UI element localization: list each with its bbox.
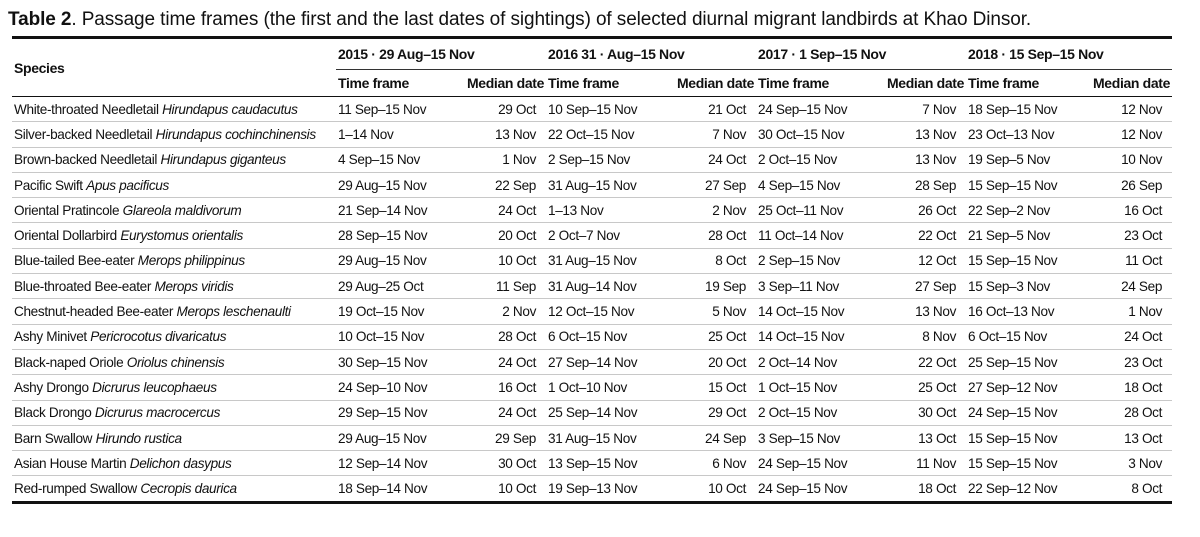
median-date-cell: 22 Oct [918, 354, 957, 370]
time-frame-cell: 29 Aug–15 Nov [338, 177, 427, 193]
median-date-cell: 24 Sep [1121, 278, 1163, 294]
median-date-cell: 24 Oct [498, 405, 537, 421]
species-cell [12, 425, 336, 450]
common-name: Black-naped Oriole [14, 354, 124, 370]
time-frame-cell: 28 Sep–15 Nov [338, 228, 428, 244]
median-date-cell: 22 Oct [918, 228, 957, 244]
time-frame-cell: 31 Aug–15 Nov [548, 253, 637, 269]
table-row [12, 425, 1172, 450]
time-frame-cell: 25 Sep–15 Nov [968, 354, 1058, 370]
common-name: Barn Swallow [14, 430, 93, 446]
median-date-cell: 7 Nov [712, 126, 747, 142]
table-row [12, 248, 1172, 273]
median-date-cell: 21 Oct [708, 101, 747, 117]
table-row [12, 375, 1172, 400]
scientific-name: Eurystomus orientalis [120, 228, 243, 244]
time-frame-cell: 22 Sep–12 Nov [968, 481, 1058, 497]
time-frame-cell: 10 Sep–15 Nov [548, 101, 638, 117]
time-frame-cell: 15 Sep–15 Nov [968, 430, 1058, 446]
time-frame-cell: 29 Aug–15 Nov [338, 430, 427, 446]
median-date-cell: 24 Oct [1124, 329, 1163, 345]
time-frame-cell: 16 Oct–13 Nov [968, 304, 1055, 320]
median-date-cell: 1 Nov [502, 152, 537, 168]
species-cell [12, 400, 336, 425]
time-frame-cell: 15 Sep–3 Nov [968, 278, 1051, 294]
median-date-cell: 26 Oct [918, 202, 957, 218]
time-frame-cell: 2 Oct–15 Nov [758, 405, 837, 421]
time-frame-cell: 24 Sep–15 Nov [758, 455, 848, 471]
table-row [12, 147, 1172, 172]
median-date-cell: 23 Oct [1124, 228, 1163, 244]
time-frame-cell: 6 Oct–15 Nov [548, 329, 627, 345]
year-header-2015: 2015 · 29 Aug–15 Nov [336, 38, 546, 70]
time-frame-cell: 4 Sep–15 Nov [758, 177, 840, 193]
median-date-cell: 16 Oct [498, 379, 537, 395]
median-date-cell: 2 Nov [712, 202, 747, 218]
table-row [12, 97, 1172, 122]
median-date-cell: 8 Oct [715, 253, 747, 269]
median-date-cell: 10 Nov [1121, 152, 1163, 168]
time-frame-cell: 13 Sep–15 Nov [548, 455, 638, 471]
table-caption [8, 8, 1192, 36]
time-frame-cell: 29 Aug–15 Nov [338, 253, 427, 269]
median-date-cell: 28 Oct [1124, 405, 1163, 421]
median-date-cell: 27 Sep [705, 177, 747, 193]
common-name: Oriental Dollarbird [14, 228, 117, 244]
time-frame-cell: 24 Sep–15 Nov [758, 481, 848, 497]
time-frame-cell: 2 Sep–15 Nov [548, 152, 630, 168]
median-date-cell: 28 Oct [498, 329, 537, 345]
time-frame-cell: 3 Sep–11 Nov [758, 278, 839, 294]
scientific-name: Merops leschenaulti [176, 304, 291, 320]
common-name: Blue-throated Bee-eater [14, 278, 152, 294]
median-date-header: Median date [656, 70, 756, 97]
scientific-name: Pericrocotus divaricatus [90, 329, 227, 345]
time-frame-cell: 30 Sep–15 Nov [338, 354, 428, 370]
time-frame-cell: 31 Aug–15 Nov [548, 430, 637, 446]
time-frame-cell: 22 Sep–2 Nov [968, 202, 1051, 218]
median-date-cell: 1 Nov [1128, 304, 1163, 320]
time-frame-cell: 1–14 Nov [338, 126, 394, 142]
time-frame-cell: 22 Oct–15 Nov [548, 126, 635, 142]
species-cell [12, 451, 336, 476]
median-date-cell: 11 Sep [496, 278, 537, 294]
species-cell [12, 299, 336, 324]
median-date-cell: 24 Sep [705, 430, 747, 446]
median-date-cell: 16 Oct [1124, 202, 1163, 218]
median-date-cell: 10 Oct [708, 481, 747, 497]
time-frame-cell: 23 Oct–13 Nov [968, 126, 1055, 142]
median-date-cell: 12 Nov [1121, 101, 1163, 117]
median-date-cell: 13 Oct [1124, 430, 1163, 446]
table-row [12, 172, 1172, 197]
species-cell [12, 122, 336, 147]
time-frame-cell: 11 Oct–14 Nov [758, 228, 844, 244]
time-frame-cell: 14 Oct–15 Nov [758, 329, 845, 345]
median-date-cell: 30 Oct [918, 405, 957, 421]
median-date-cell: 3 Nov [1128, 455, 1163, 471]
median-date-cell: 27 Sep [915, 278, 957, 294]
table-row [12, 274, 1172, 299]
scientific-name: Dicrurus leucophaeus [92, 379, 217, 395]
median-date-cell: 12 Nov [1121, 126, 1163, 142]
year-header-2018: 2018 · 15 Sep–15 Nov [966, 38, 1172, 70]
median-date-cell: 28 Sep [915, 177, 957, 193]
median-date-cell: 18 Oct [1124, 379, 1163, 395]
time-frame-cell: 15 Sep–15 Nov [968, 253, 1058, 269]
species-cell [12, 172, 336, 197]
species-header: Species [12, 38, 336, 97]
table-row [12, 223, 1172, 248]
species-cell [12, 375, 336, 400]
median-date-header: Median date [446, 70, 546, 97]
time-frame-cell: 1 Oct–15 Nov [758, 379, 837, 395]
scientific-name: Apus pacificus [86, 177, 169, 193]
scientific-name: Merops philippinus [137, 253, 245, 269]
median-date-header: Median date [866, 70, 966, 97]
time-frame-cell: 21 Sep–5 Nov [968, 228, 1051, 244]
median-date-cell: 11 Nov [916, 455, 957, 471]
time-frame-cell: 18 Sep–14 Nov [338, 481, 428, 497]
time-frame-cell: 15 Sep–15 Nov [968, 177, 1058, 193]
scientific-name: Hirundapus caudacutus [162, 101, 298, 117]
scientific-name: Merops viridis [154, 278, 234, 294]
time-frame-cell: 30 Oct–15 Nov [758, 126, 845, 142]
median-date-cell: 6 Nov [712, 455, 747, 471]
time-frame-cell: 3 Sep–15 Nov [758, 430, 840, 446]
median-date-cell: 15 Oct [708, 379, 747, 395]
median-date-cell: 2 Nov [502, 304, 537, 320]
species-cell [12, 248, 336, 273]
species-cell [12, 97, 336, 122]
species-cell [12, 274, 336, 299]
time-frame-cell: 31 Aug–15 Nov [548, 177, 637, 193]
median-date-cell: 8 Oct [1131, 481, 1163, 497]
time-frame-header: Time frame [756, 70, 866, 97]
common-name: Brown-backed Needletail [14, 152, 158, 168]
median-date-cell: 29 Oct [708, 405, 747, 421]
common-name: White-throated Needletail [14, 101, 159, 117]
common-name: Pacific Swift [14, 177, 83, 193]
time-frame-cell: 29 Aug–25 Oct [338, 278, 424, 294]
median-date-cell: 23 Oct [1124, 354, 1163, 370]
page [8, 8, 1192, 504]
common-name: Asian House Martin [14, 455, 130, 471]
species-cell [12, 147, 336, 172]
time-frame-cell: 2 Oct–14 Nov [758, 354, 837, 370]
median-date-cell: 29 Sep [495, 430, 537, 446]
time-frame-header: Time frame [336, 70, 446, 97]
time-frame-cell: 10 Oct–15 Nov [338, 329, 425, 345]
year-header-2016: 2016 31 · Aug–15 Nov [546, 38, 756, 70]
table-row [12, 349, 1172, 374]
species-cell [12, 349, 336, 374]
time-frame-cell: 1 Oct–10 Nov [548, 379, 627, 395]
time-frame-cell: 4 Sep–15 Nov [338, 152, 420, 168]
scientific-name: Dicrurus macrocercus [94, 405, 221, 421]
passage-table [12, 36, 1172, 504]
time-frame-cell: 27 Sep–12 Nov [968, 379, 1058, 395]
time-frame-cell: 2 Oct–7 Nov [548, 228, 620, 244]
time-frame-cell: 19 Sep–13 Nov [548, 481, 638, 497]
median-date-cell: 28 Oct [708, 228, 747, 244]
median-date-cell: 24 Oct [708, 152, 747, 168]
common-name: Blue-tailed Bee-eater [14, 253, 135, 269]
median-date-cell: 13 Oct [918, 430, 957, 446]
common-name: Chestnut-headed Bee-eater [14, 304, 174, 320]
median-date-cell: 20 Oct [498, 228, 537, 244]
common-name: Oriental Pratincole [14, 202, 120, 218]
species-cell [12, 324, 336, 349]
median-date-cell: 13 Nov [915, 304, 957, 320]
common-name: Silver-backed Needletail [14, 126, 153, 142]
median-date-cell: 7 Nov [922, 101, 957, 117]
time-frame-header: Time frame [546, 70, 656, 97]
table-body [12, 97, 1172, 503]
median-date-cell: 8 Nov [922, 329, 957, 345]
median-date-cell: 18 Oct [918, 481, 957, 497]
median-date-cell: 11 Oct [1125, 253, 1163, 269]
species-cell [12, 223, 336, 248]
table-label: Table 2 [8, 9, 72, 30]
table-header [12, 38, 1172, 97]
scientific-name: Cecropis daurica [140, 481, 237, 497]
common-name: Red-rumped Swallow [14, 481, 137, 497]
time-frame-cell: 19 Sep–5 Nov [968, 152, 1051, 168]
median-date-cell: 5 Nov [712, 304, 747, 320]
time-frame-cell: 24 Sep–10 Nov [338, 379, 428, 395]
time-frame-cell: 31 Aug–14 Nov [548, 278, 637, 294]
median-date-cell: 12 Oct [918, 253, 957, 269]
species-cell [12, 476, 336, 502]
time-frame-cell: 21 Sep–14 Nov [338, 202, 428, 218]
median-date-cell: 25 Oct [708, 329, 747, 345]
time-frame-cell: 6 Oct–15 Nov [968, 329, 1047, 345]
median-date-cell: 29 Oct [498, 101, 537, 117]
time-frame-cell: 19 Oct–15 Nov [338, 304, 425, 320]
time-frame-cell: 15 Sep–15 Nov [968, 455, 1058, 471]
time-frame-cell: 24 Sep–15 Nov [968, 405, 1058, 421]
time-frame-cell: 29 Sep–15 Nov [338, 405, 428, 421]
common-name: Ashy Drongo [14, 379, 89, 395]
scientific-name: Delichon dasypus [129, 455, 232, 471]
species-cell [12, 198, 336, 223]
table-row [12, 299, 1172, 324]
time-frame-cell: 25 Oct–11 Nov [758, 202, 844, 218]
median-date-cell: 30 Oct [498, 455, 537, 471]
scientific-name: Hirundo rustica [95, 430, 182, 446]
common-name: Ashy Minivet [14, 329, 87, 345]
median-date-cell: 24 Oct [498, 354, 537, 370]
time-frame-cell: 27 Sep–14 Nov [548, 354, 638, 370]
caption-text: . Passage time frames (the first and the last dates of sightings) of selected diurnal migrant landbirds at Khao Dinsor. [71, 9, 1032, 30]
median-date-cell: 19 Sep [705, 278, 747, 294]
time-frame-cell: 2 Sep–15 Nov [758, 253, 840, 269]
time-frame-cell: 2 Oct–15 Nov [758, 152, 837, 168]
table-row [12, 476, 1172, 502]
table-row [12, 324, 1172, 349]
time-frame-header: Time frame [966, 70, 1076, 97]
median-date-cell: 24 Oct [498, 202, 537, 218]
time-frame-cell: 12 Oct–15 Nov [548, 304, 635, 320]
median-date-cell: 13 Nov [495, 126, 537, 142]
median-date-cell: 26 Sep [1121, 177, 1163, 193]
time-frame-cell: 18 Sep–15 Nov [968, 101, 1058, 117]
table-row [12, 198, 1172, 223]
time-frame-cell: 11 Sep–15 Nov [338, 101, 427, 117]
median-date-header: Median date [1076, 70, 1172, 97]
median-date-cell: 22 Sep [495, 177, 537, 193]
median-date-cell: 13 Nov [915, 152, 957, 168]
median-date-cell: 13 Nov [915, 126, 957, 142]
time-frame-cell: 14 Oct–15 Nov [758, 304, 845, 320]
median-date-cell: 10 Oct [498, 253, 537, 269]
scientific-name: Hirundapus cochinchinensis [155, 126, 316, 142]
time-frame-cell: 12 Sep–14 Nov [338, 455, 428, 471]
scientific-name: Oriolus chinensis [126, 354, 225, 370]
scientific-name: Glareola maldivorum [122, 202, 242, 218]
time-frame-cell: 25 Sep–14 Nov [548, 405, 638, 421]
table-row [12, 122, 1172, 147]
median-date-cell: 20 Oct [708, 354, 747, 370]
common-name: Black Drongo [14, 405, 92, 421]
scientific-name: Hirundapus giganteus [160, 152, 286, 168]
median-date-cell: 25 Oct [918, 379, 957, 395]
median-date-cell: 10 Oct [498, 481, 537, 497]
time-frame-cell: 24 Sep–15 Nov [758, 101, 848, 117]
year-header-2017: 2017 · 1 Sep–15 Nov [756, 38, 966, 70]
time-frame-cell: 1–13 Nov [548, 202, 604, 218]
table-row [12, 451, 1172, 476]
table-row [12, 400, 1172, 425]
